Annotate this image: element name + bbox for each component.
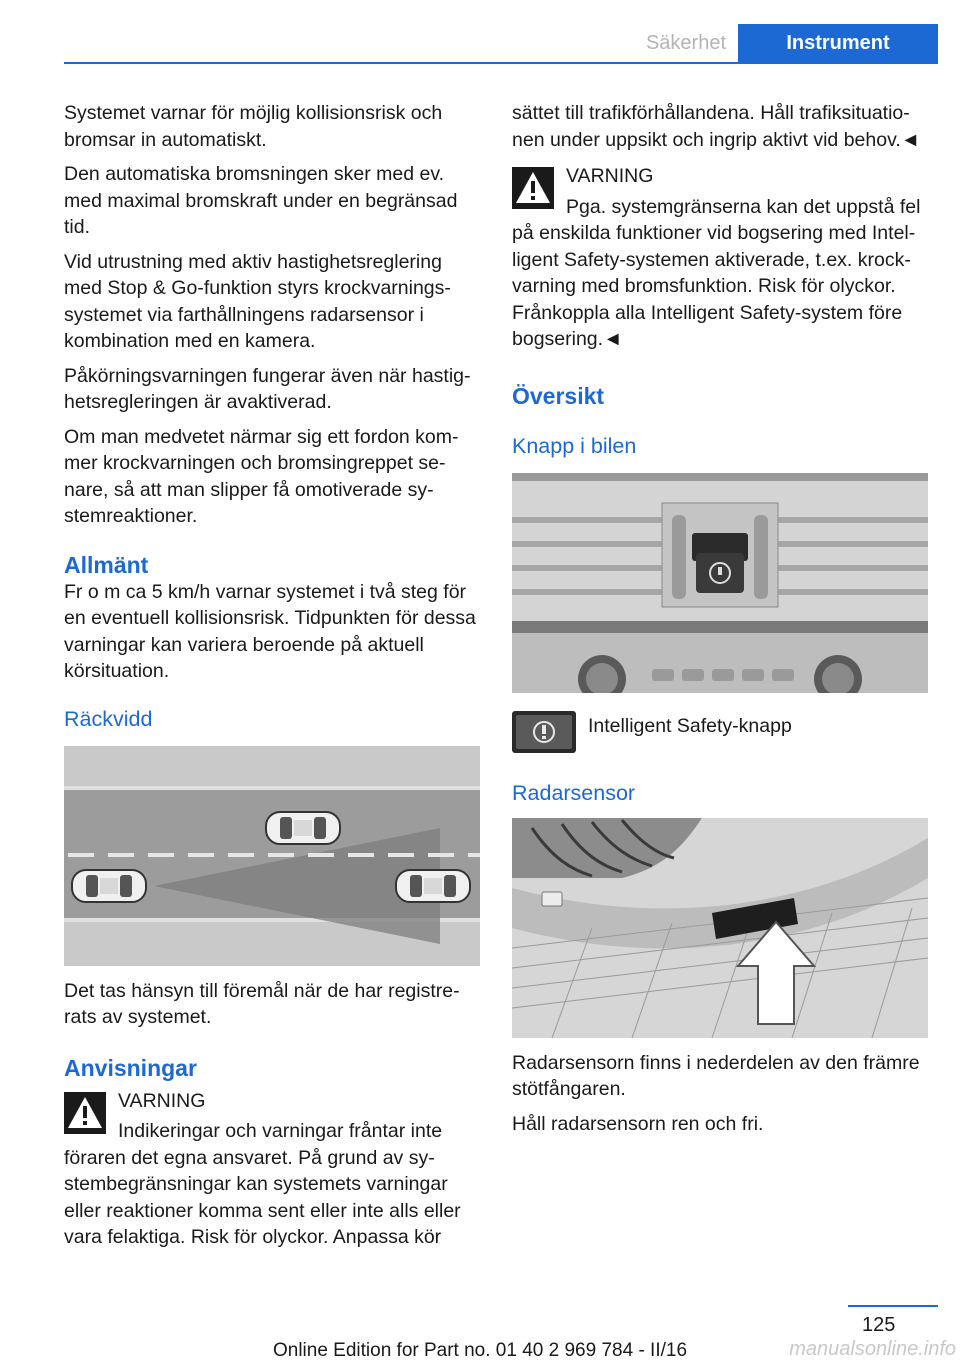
paragraph: Systemet varnar för möjlig kollisionsrisk och bromsar in automatiskt. [64,102,443,151]
page-number: 125 [862,1314,896,1336]
button-legend [512,711,928,753]
heading-radarsensor: Radarsensor [512,780,636,805]
header-rule [64,62,938,64]
button-label: Intelligent Safety-knapp [588,714,792,737]
caption: Det tas hänsyn till föremål när de har registrerats av systemet. [64,979,460,1028]
paragraph: Påkörningsvarningen fungerar även när hastighetsregleringen är avaktiverad. [64,364,471,413]
warning-title: VARNING [566,165,654,187]
warning-triangle-icon [64,1092,106,1134]
heading-knapp-i-bilen: Knapp i bilen [512,433,637,458]
paragraph: Fr o m ca 5 km/h varnar systemet i två steg för en eventuell kollisionsrisk. Tidpunkten för dessa varningar kan variera beroende på aktuell körsituation. [64,580,476,682]
paragraph: Om man medvetet närmar sig ett fordon kommer krockvarningen och bromsingreppet senare, så att man slipper få omotiverade systemreaktioner. [64,425,459,527]
footer-rule [848,1305,938,1307]
car-top-icon [72,870,146,902]
left-column [64,100,480,1255]
warning-text: Pga. systemgränserna kan det uppstå fel på enskilda funktioner vid bogsering med Intelligent Safety-systemen aktiverade, t.ex. krockvarning med bromsfunktion. Risk för olyckor. Frånkoppla alla Intelligent Safety-system före bogsering.◄ [512,195,921,350]
range-illustration [64,746,480,966]
paragraph: Radarsensorn finns i nederdelen av den främre stötfångaren. [512,1051,920,1100]
heading-anvisningar: Anvisningar [64,1054,197,1081]
intelligent-safety-button-icon [512,711,576,753]
warning-block [512,163,928,353]
header-tabs [634,24,938,62]
tab-sakerhet: Säkerhet [634,24,738,62]
warning-block [64,1088,480,1251]
tab-instrument: Instrument [738,24,938,62]
warning-triangle-icon [512,167,554,209]
edition-footer: Online Edition for Part no. 01 40 2 969 784 - II/16 [272,1340,688,1361]
heading-rackvidd: Räckvidd [64,706,153,731]
warning-text: Indikeringar och varningar fråntar inte föraren det egna ansvaret. På grund av systembegränsningar kan systemets varningar eller reaktioner komma sent eller inte alls eller vara felaktiga. Risk för olyckor. Anpassa kör [64,1120,461,1248]
watermark: manualsonline.info [789,1338,956,1360]
car-top-icon [396,870,470,902]
right-column [512,100,928,1145]
paragraph: Håll radarsensorn ren och fri. [512,1112,764,1135]
dashboard-button-photo [512,473,928,693]
radar-sensor-photo [512,818,928,1038]
paragraph: Den automatiska bromsningen sker med ev. med maximal bromskraft under en begränsad tid. [64,163,458,238]
paragraph: Vid utrustning med aktiv hastighetsreglering med Stop & Go-funktion styrs krockvarningssystemet via farthållningens radarsensor i kombination med en kamera. [64,250,451,352]
paragraph: sättet till trafikförhållandena. Håll trafiksituationen under uppsikt och ingrip aktivt vid behov.◄ [512,102,921,151]
heading-allmant: Allmänt [64,551,149,578]
heading-oversikt: Översikt [512,382,605,409]
car-top-icon [266,812,340,844]
warning-title: VARNING [118,1089,206,1112]
